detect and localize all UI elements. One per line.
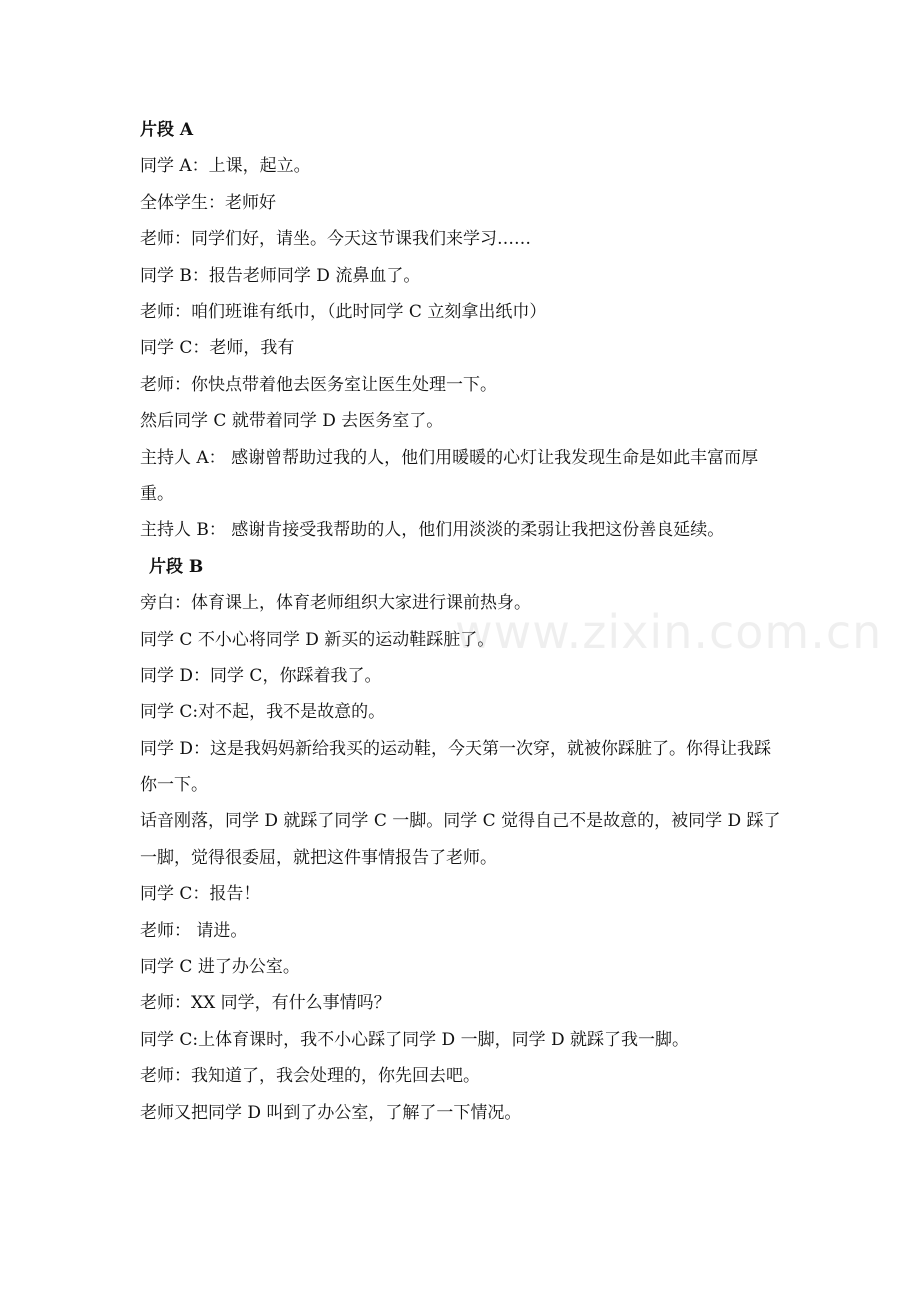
dialogue-line: 同学 D：同学 C，你踩着我了。 [140,665,382,686]
dialogue-line: 主持人 B： 感谢肯接受我帮助的人，他们用淡淡的柔弱让我把这份善良延续。 [140,520,725,541]
dialogue-line: 老师：同学们好，请坐。今天这节课我们来学习…… [140,229,531,250]
dialogue-line: 老师：我知道了，我会处理的，你先回去吧。 [140,1066,480,1087]
dialogue-line: 老师：咱们班谁有纸巾，（此时同学 C 立刻拿出纸巾） [140,301,547,322]
dialogue-line: 同学 C:上体育课时，我不小心踩了同学 D 一脚，同学 D 就踩了我一脚。 [140,1029,690,1050]
dialogue-line: 全体学生：老师好 [140,192,276,213]
dialogue-line: 同学 B：报告老师同学 D 流鼻血了。 [140,265,421,286]
dialogue-line: 同学 C 不小心将同学 D 新买的运动鞋踩脏了。 [140,629,495,650]
dialogue-line: 同学 C:对不起，我不是故意的。 [140,702,386,723]
dialogue-line: 主持人 A： 感谢曾帮助过我的人，他们用暖暖的心灯让我发现生命是如此丰富而厚重。 [140,447,759,504]
dialogue-line: 同学 C 进了办公室。 [140,957,300,978]
dialogue-line: 老师：你快点带着他去医务室让医生处理一下。 [140,374,497,395]
section-heading: 片段 B [149,556,204,577]
dialogue-line: 老师：XX 同学，有什么事情吗？ [140,993,391,1014]
dialogue-line: 老师： 请进。 [140,920,248,941]
dialogue-line: 然后同学 C 就带着同学 D 去医务室了。 [140,411,444,432]
section-heading: 片段 A [140,120,194,140]
dialogue-line: 话音刚落，同学 D 就踩了同学 C 一脚。同学 C 觉得自己不是故意的，被同学 D 踩了一脚，觉得很委屈，就把这件事情报告了老师。 [140,811,781,868]
dialogue-line: 同学 C：报告！ [140,884,261,905]
dialogue-line: 同学 A：上课，起立。 [140,156,311,177]
watermark: www.zixin.com.cn [455,605,883,659]
dialogue-line: 同学 C：老师，我有 [140,338,295,359]
dialogue-line: 老师又把同学 D 叫到了办公室，了解了一下情况。 [140,1102,522,1123]
document-body [140,112,785,1131]
dialogue-line: 旁白：体育课上，体育老师组织大家进行课前热身。 [140,593,531,614]
dialogue-line: 同学 D：这是我妈妈新给我买的运动鞋，今天第一次穿，就被你踩脏了。你得让我踩你一下。 [140,738,772,796]
